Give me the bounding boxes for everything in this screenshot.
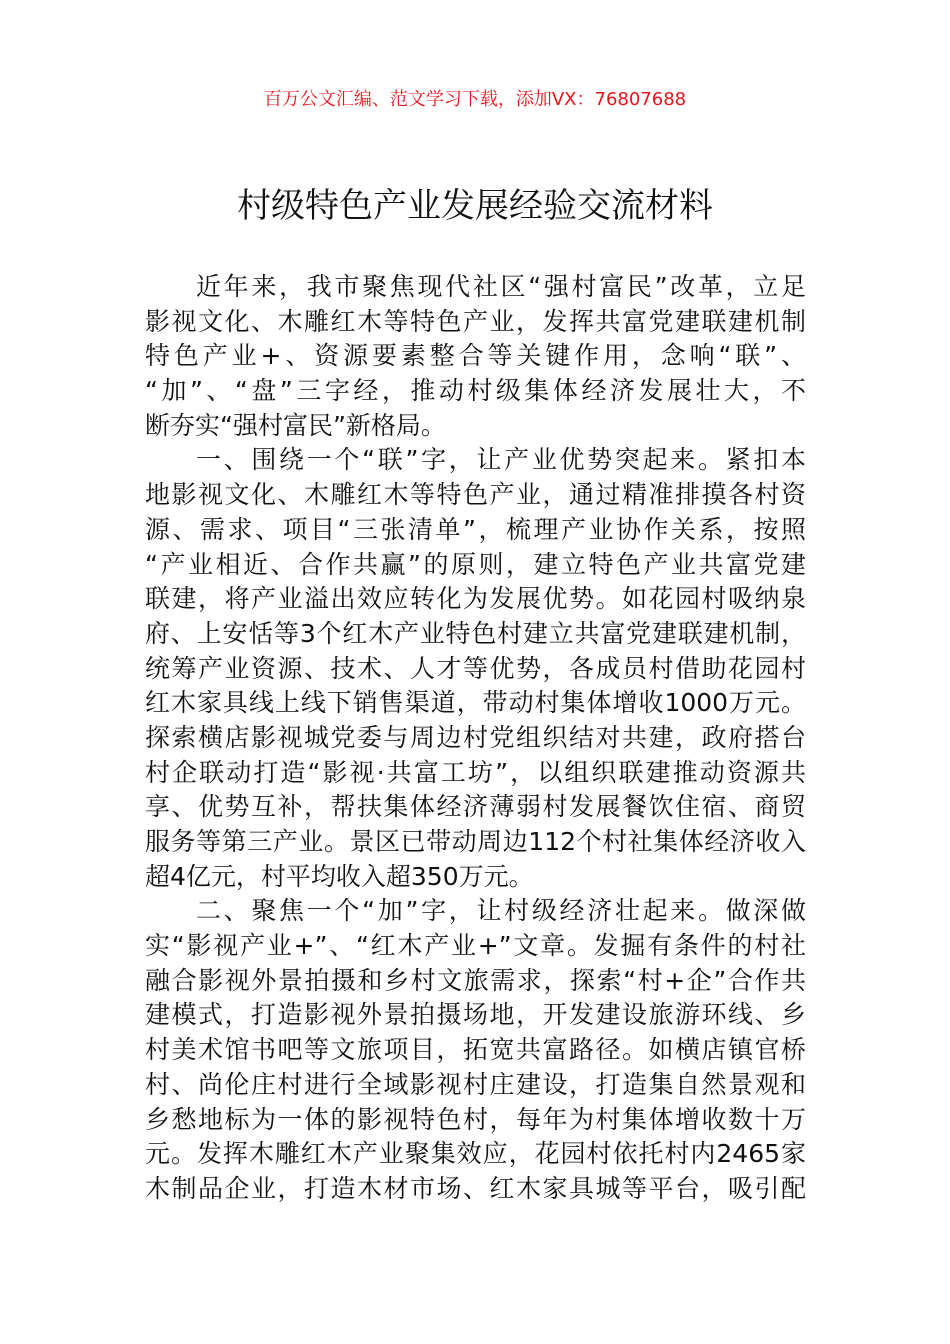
text-line: 影视文化、木雕红木等特色产业，发挥共富党建联建机制 [145, 306, 806, 336]
paragraph [145, 894, 806, 1206]
text-line: 村美术馆书吧等文旅项目，拓宽共富路径。如横店镇官桥 [145, 1035, 806, 1065]
text-line: 村、尚伦庄村进行全域影视村庄建设，打造集自然景观和 [145, 1069, 806, 1099]
document-title: 村级特色产业发展经验交流材料 [237, 186, 713, 226]
watermark-notice: 百万公文汇编、范文学习下载，添加VX：76807688 [263, 89, 687, 110]
text-line: 联建，将产业溢出效应转化为发展优势。如花园村吸纳泉 [145, 584, 806, 614]
text-line: 府、上安恬等3个红木产业特色村建立共富党建联建机制， [145, 618, 806, 648]
text-line: “产业相近、合作共赢”的原则，建立特色产业共富党建 [145, 549, 806, 579]
text-line: 特色产业+、资源要素整合等关键作用，念响“联”、 [145, 341, 806, 371]
text-line: 一、围绕一个“联”字，让产业优势突起来。紧扣本 [196, 445, 806, 475]
document-body [145, 270, 806, 1207]
text-line: 统筹产业资源、技术、人才等优势，各成员村借助花园村 [145, 653, 806, 683]
text-line: 融合影视外景拍摄和乡村文旅需求，探索“村+企”合作共 [145, 965, 806, 995]
text-line: 超4亿元，村平均收入超350万元。 [145, 861, 534, 891]
text-line: 源、需求、项目“三张清单”，梳理产业协作关系，按照 [145, 514, 806, 544]
paragraph [145, 270, 806, 443]
paragraph [145, 443, 806, 894]
text-line: 断夯实“强村富民”新格局。 [145, 410, 446, 440]
text-line: 探索横店影视城党委与周边村党组织结对共建，政府搭台 [145, 722, 806, 752]
text-line: 服务等第三产业。景区已带动周边112个村社集体经济收入 [145, 827, 806, 856]
text-line: 近年来，我市聚焦现代社区“强村富民”改革，立足 [196, 272, 806, 301]
text-line: 乡愁地标为一体的影视特色村，每年为村集体增收数十万 [145, 1104, 806, 1134]
text-line: 地影视文化、木雕红木等特色产业，通过精准排摸各村资 [145, 480, 806, 510]
text-line: 红木家具线上线下销售渠道，带动村集体增收1000万元。 [145, 688, 806, 718]
text-line: 建模式，打造影视外景拍摄场地，开发建设旅游环线、乡 [145, 1000, 806, 1030]
text-line: 元。发挥木雕红木产业聚集效应，花园村依托村内2465家 [145, 1139, 806, 1169]
text-line: 木制品企业，打造木材市场、红木家具城等平台，吸引配 [145, 1173, 806, 1203]
text-line: “加”、“盘”三字经，推动村级集体经济发展壮大，不 [145, 376, 806, 406]
text-line: 实“影视产业+”、“红木产业+”文章。发掘有条件的村社 [145, 931, 806, 961]
text-line: 享、优势互补，帮扶集体经济薄弱村发展餐饮住宿、商贸 [145, 792, 806, 822]
text-line: 村企联动打造“影视·共富工坊”，以组织联建推动资源共 [145, 757, 806, 787]
text-line: 二、聚焦一个“加”字，让村级经济壮起来。做深做 [196, 896, 806, 926]
